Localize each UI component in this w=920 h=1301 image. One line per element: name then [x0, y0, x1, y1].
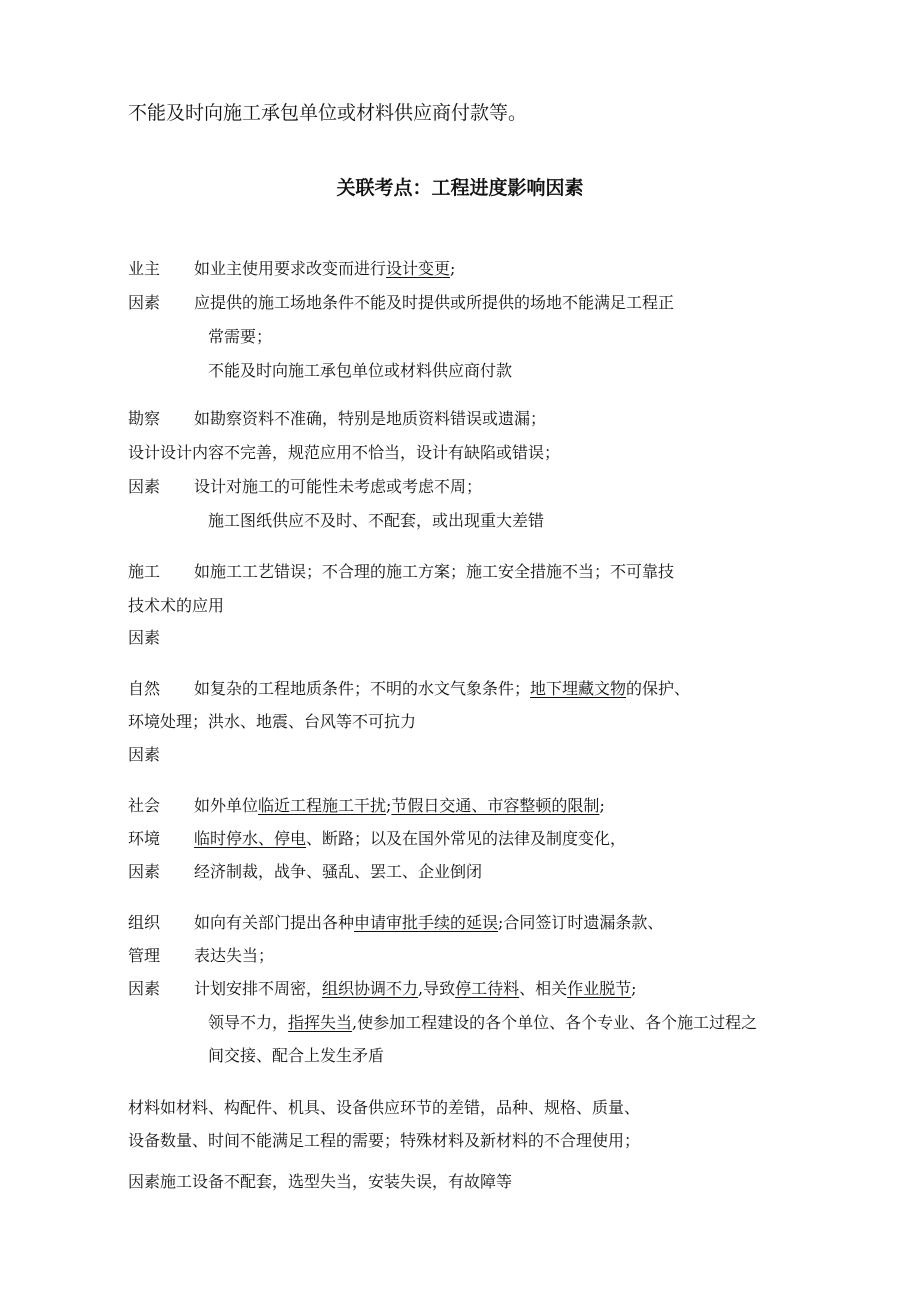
- survey-line-2: 设计设计内容不完善，规范应用不恰当，设计有缺陷或错误；: [128, 443, 561, 462]
- natural-label-3: 因素: [128, 745, 161, 764]
- management-label-1: 组织: [128, 913, 161, 932]
- natural-line-2: 环境处理；洪水、地震、台风等不可抗力: [128, 712, 417, 731]
- intro-text: 不能及时向施工承包单位或材料供应商付款等。: [128, 102, 528, 124]
- design-change-term: 设计变更: [386, 259, 451, 278]
- social-line-3: 经济制裁，战争、骚乱、罢工、企业倒闭: [194, 862, 483, 881]
- holiday-traffic-term: 节假日交通、市容整顿的限制: [391, 796, 600, 815]
- owner-line-1: 如业主使用要求改变而进行设计变更;: [194, 259, 456, 278]
- nearby-construction-term: 临近工程施工干扰: [258, 796, 387, 815]
- social-label-2: 环境: [128, 829, 161, 848]
- natural-line-1: 如复杂的工程地质条件；不明的水文气象条件；地下埋藏文物的保护、: [194, 679, 691, 698]
- construction-line-2: 技术术的应用: [128, 596, 225, 615]
- social-line-1: 如外单位临近工程施工干扰;节假日交通、市容整顿的限制;: [194, 796, 605, 815]
- social-label-1: 社会: [128, 796, 161, 815]
- utility-outage-term: 临时停水、停电: [194, 829, 307, 848]
- survey-line-1: 如勘察资料不准确，特别是地质资料错误或遗漏；: [194, 409, 547, 428]
- management-line-5: 间交接、配合上发生矛盾: [208, 1046, 385, 1065]
- owner-line-2: 应提供的施工场地条件不能及时提供或所提供的场地不能满足工程正: [194, 293, 675, 312]
- buried-relics-term: 地下埋藏文物: [530, 679, 627, 698]
- owner-label-1: 业主: [128, 259, 161, 278]
- approval-delay-term: 申请审批手续的延误: [354, 913, 499, 932]
- owner-line-4: 不能及时向施工承包单位或材料供应商付款: [208, 361, 513, 380]
- survey-label-1: 勘察: [128, 409, 161, 428]
- survey-label-3: 因素: [128, 477, 161, 496]
- construction-label-3: 因素: [128, 628, 161, 647]
- management-line-4: 领导不力，指挥失当,使参加工程建设的各个单位、各个专业、各个施工过程之: [208, 1013, 758, 1032]
- survey-line-3: 设计对施工的可能性未考虑或考虑不周；: [194, 477, 483, 496]
- management-label-2: 管理: [128, 946, 161, 965]
- material-line-1: 材料如材料、构配件、机具、设备供应环节的差错，品种、规格、质量、: [128, 1098, 641, 1117]
- task-disconnect-term: 作业脱节: [567, 979, 632, 998]
- material-line-2: 设备数量、时间不能满足工程的需要；特殊材料及新材料的不合理使用；: [128, 1131, 641, 1150]
- owner-label-2: 因素: [128, 293, 161, 312]
- construction-label-1: 施工: [128, 562, 161, 581]
- natural-label-1: 自然: [128, 679, 161, 698]
- construction-line-1: 如施工工艺错误；不合理的施工方案；施工安全措施不当；不可靠技: [194, 562, 675, 581]
- material-line-3: 因素施工设备不配套，选型失当，安装失误，有故障等: [128, 1172, 513, 1191]
- management-label-3: 因素: [128, 979, 161, 998]
- social-line-2: 临时停水、停电、断路；以及在国外常见的法律及制度变化，: [194, 829, 627, 848]
- social-label-3: 因素: [128, 862, 161, 881]
- survey-line-4: 施工图纸供应不及时、不配套，或出现重大差错: [208, 511, 545, 530]
- owner-line-3: 常需要；: [208, 327, 273, 346]
- coordination-failure-term: 组织协调不力: [322, 979, 419, 998]
- management-line-2: 表达失当；: [194, 946, 275, 965]
- command-failure-term: 指挥失当: [288, 1013, 353, 1032]
- management-line-3: 计划安排不周密，组织协调不力,导致停工待料、相关作业脱节;: [194, 979, 637, 998]
- work-stoppage-term: 停工待料: [455, 979, 520, 998]
- section-heading: 关联考点：工程进度影响因素: [336, 177, 584, 199]
- management-line-1: 如向有关部门提出各种申请审批手续的延误;合同签订时遗漏条款、: [194, 913, 664, 932]
